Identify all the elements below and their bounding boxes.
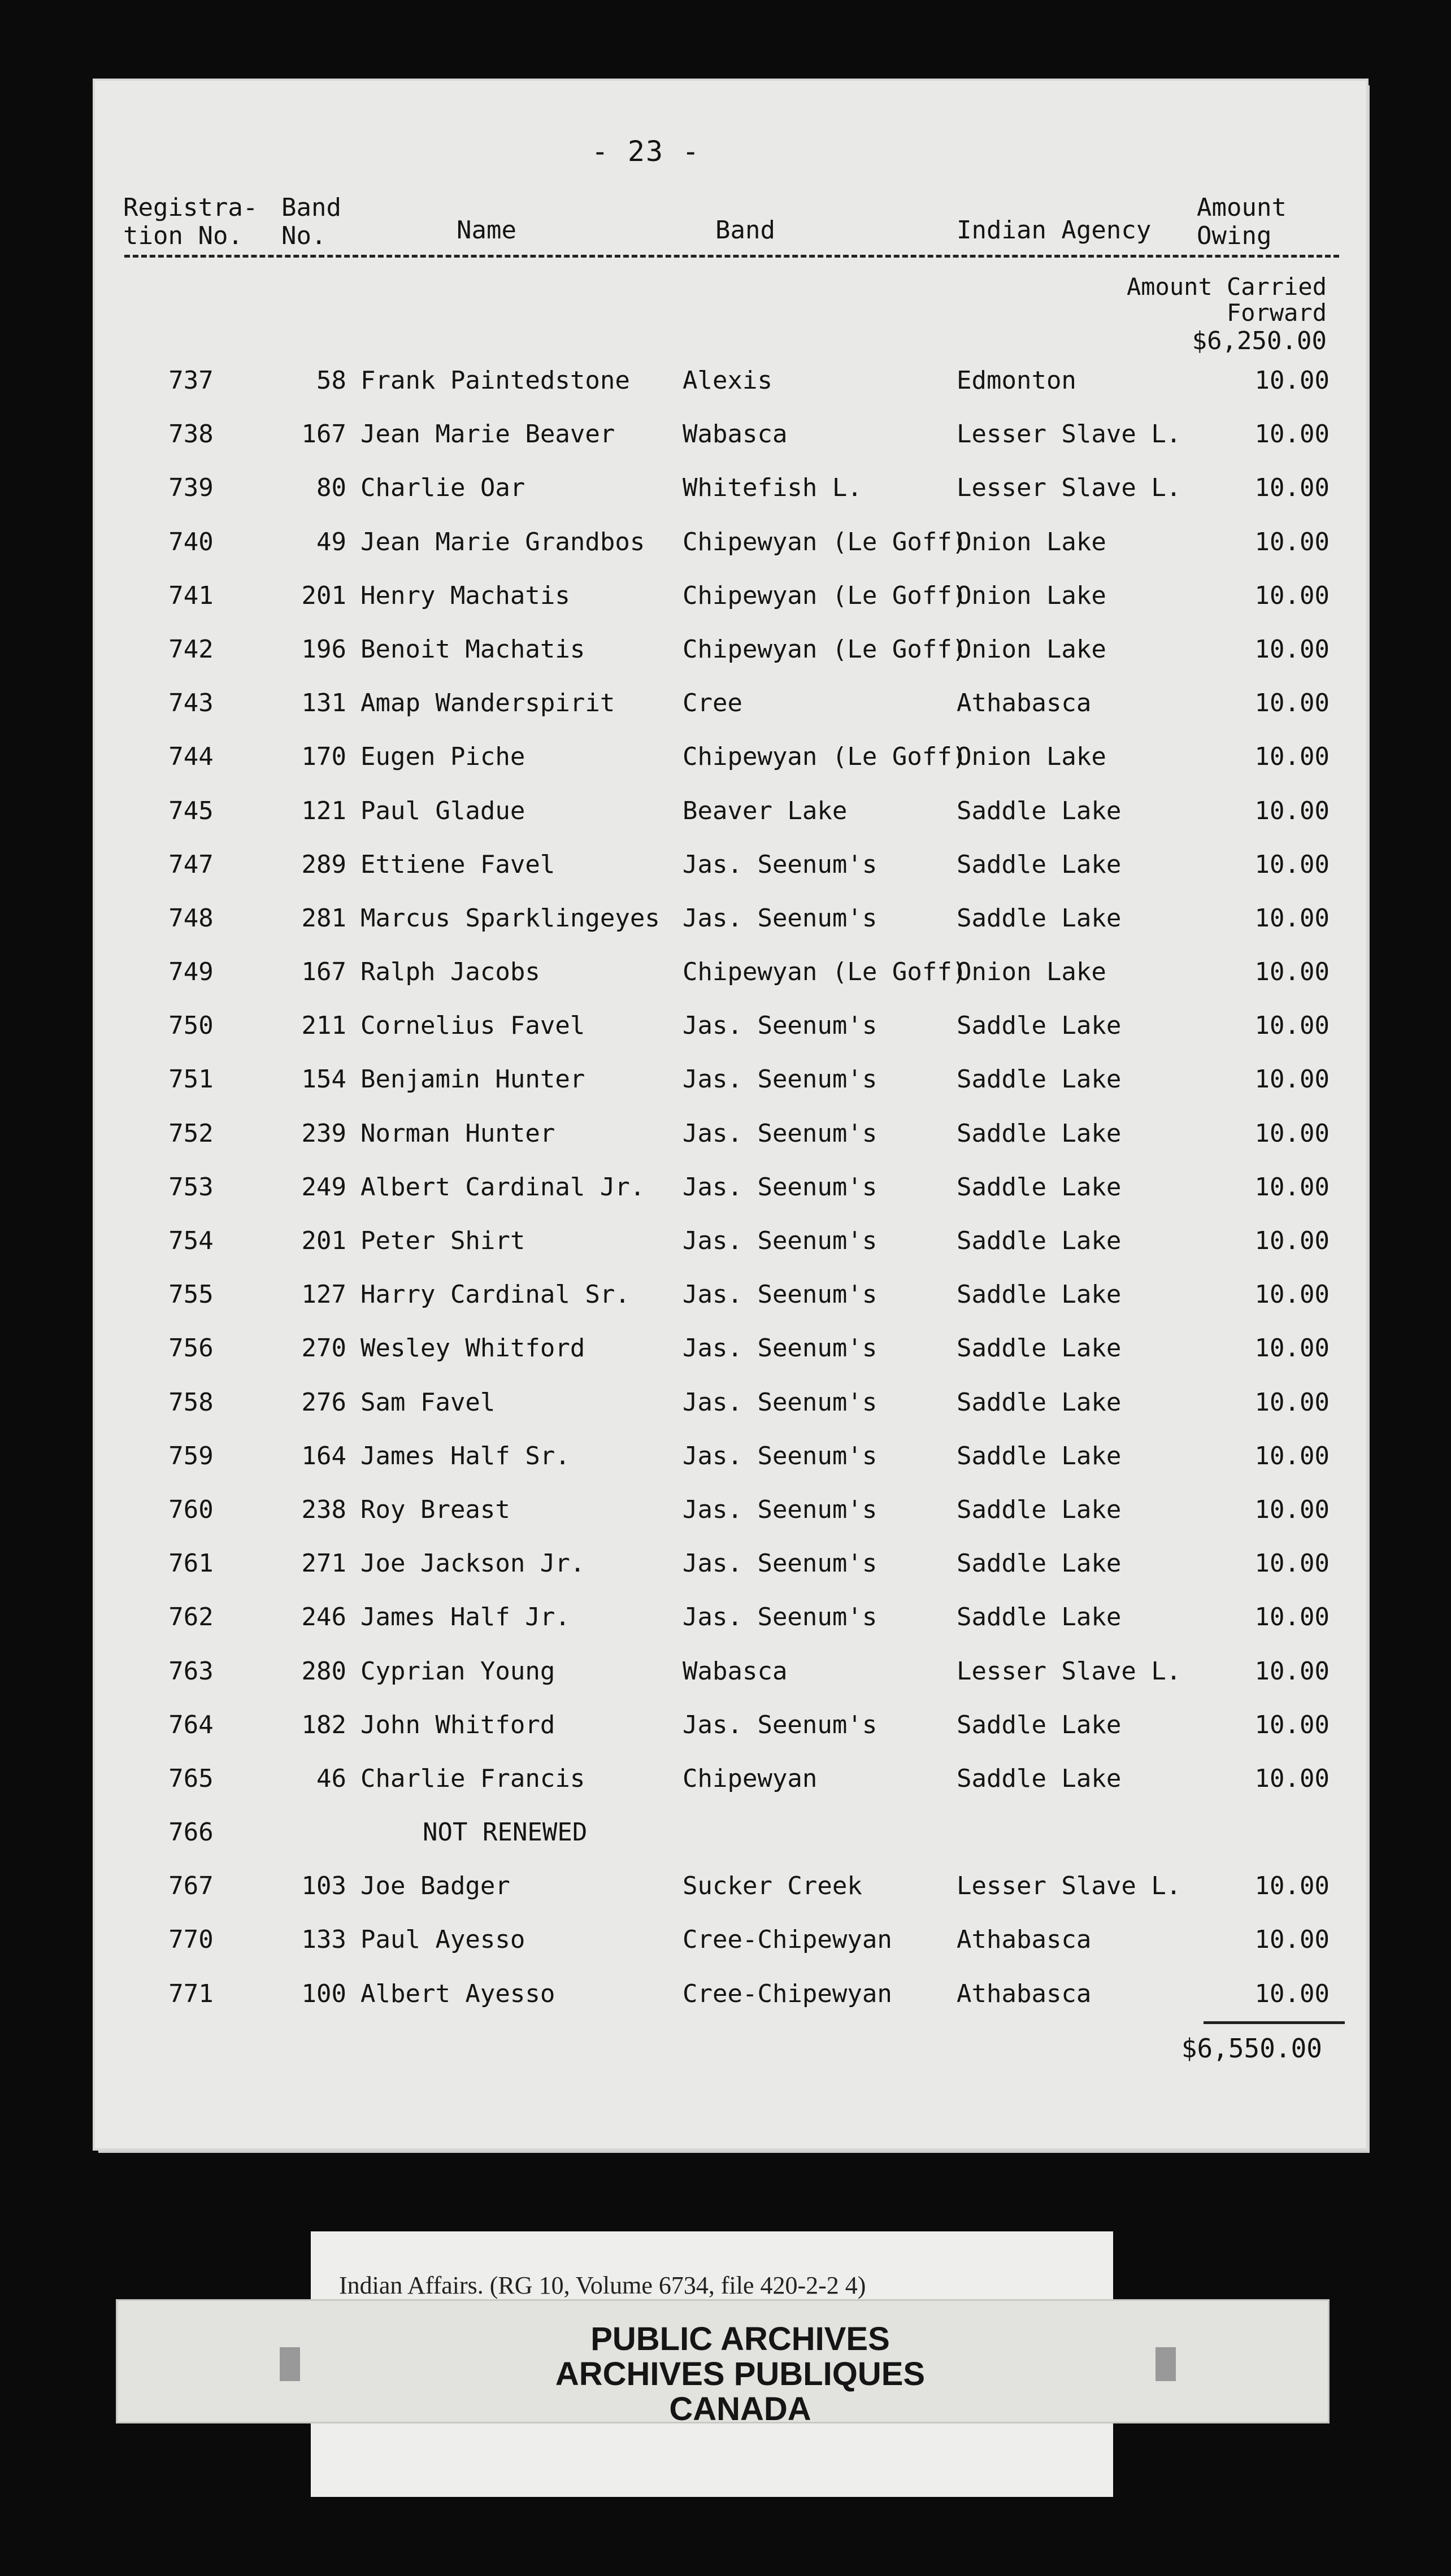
amount-owing: 10.00	[1254, 1710, 1330, 1739]
member-name: Roy Breast	[360, 1495, 510, 1524]
clip-mark-right	[1155, 2347, 1176, 2381]
amount-owing: 10.00	[1254, 850, 1330, 879]
band-name: Jas. Seenum's	[683, 1549, 877, 1578]
indian-agency: Saddle Lake	[957, 1334, 1122, 1363]
registration-no: 747	[168, 850, 214, 879]
band-no: 289	[301, 850, 346, 879]
band-name: Jas. Seenum's	[683, 903, 877, 933]
indian-agency: Lesser Slave L.	[957, 420, 1181, 449]
band-no: 281	[301, 903, 346, 933]
band-no: 211	[301, 1011, 346, 1041]
ledger-row	[95, 1226, 1366, 1280]
ledger-row	[95, 366, 1366, 420]
band-no: 154	[301, 1065, 346, 1094]
indian-agency: Saddle Lake	[957, 903, 1122, 933]
amount-owing: 10.00	[1254, 1280, 1330, 1309]
header-registration-no: Registra- tion No.	[123, 193, 258, 250]
band-name: Jas. Seenum's	[683, 1441, 877, 1470]
amount-owing: 10.00	[1254, 1011, 1330, 1041]
indian-agency: Onion Lake	[957, 634, 1106, 664]
registration-no: 762	[168, 1603, 214, 1632]
indian-agency: Onion Lake	[957, 958, 1106, 987]
indian-agency: Saddle Lake	[957, 850, 1122, 879]
amount-owing: 10.00	[1254, 1549, 1330, 1578]
header-indian-agency: Indian Agency	[957, 216, 1152, 245]
amount-owing: 10.00	[1254, 796, 1330, 825]
band-no: 164	[301, 1441, 346, 1470]
registration-no: 766	[168, 1818, 214, 1847]
registration-no: 737	[168, 366, 214, 395]
amount-owing: 10.00	[1254, 1119, 1330, 1148]
member-name: Albert Cardinal Jr.	[360, 1172, 645, 1202]
member-name: Albert Ayesso	[360, 1979, 555, 2008]
band-no: 239	[301, 1119, 346, 1148]
member-name: Charlie Francis	[360, 1764, 585, 1793]
member-name: Paul Gladue	[360, 796, 525, 825]
indian-agency: Athabasca	[957, 1925, 1092, 1955]
member-name: Sam Favel	[360, 1387, 496, 1417]
band-no: 182	[301, 1710, 346, 1739]
member-name: NOT RENEWED	[423, 1818, 588, 1847]
indian-agency: Edmonton	[957, 366, 1076, 395]
header-name: Name	[457, 216, 516, 245]
band-no: 276	[301, 1387, 346, 1417]
member-name: Ralph Jacobs	[360, 958, 540, 987]
member-name: Benjamin Hunter	[360, 1065, 585, 1094]
amount-owing: 10.00	[1254, 742, 1330, 772]
member-name: Ettiene Favel	[360, 850, 555, 879]
amount-owing: 10.00	[1254, 1495, 1330, 1524]
band-name: Cree-Chipewyan	[683, 1979, 892, 2008]
indian-agency: Saddle Lake	[957, 1280, 1122, 1309]
indian-agency: Saddle Lake	[957, 1011, 1122, 1041]
registration-no: 752	[168, 1119, 214, 1148]
ledger-row	[95, 1657, 1366, 1711]
registration-no: 743	[168, 689, 214, 718]
ledger-row	[95, 689, 1366, 742]
indian-agency: Lesser Slave L.	[957, 1656, 1181, 1686]
ledger-row	[95, 1872, 1366, 1925]
band-name: Beaver Lake	[683, 796, 848, 825]
ledger-row	[95, 1711, 1366, 1764]
header-dashed-rule	[124, 255, 1339, 258]
member-name: Henry Machatis	[360, 581, 570, 610]
header-amount-owing: Amount Owing	[1197, 193, 1287, 250]
registration-no: 761	[168, 1549, 214, 1578]
band-name: Chipewyan (Le Goff)	[683, 634, 967, 664]
registration-no: 755	[168, 1280, 214, 1309]
band-no: 167	[301, 958, 346, 987]
band-name: Whitefish L.	[683, 473, 862, 503]
stamp-line-3: CANADA	[669, 2391, 811, 2427]
band-name: Cree-Chipewyan	[683, 1925, 892, 1955]
indian-agency: Athabasca	[957, 689, 1092, 718]
indian-agency: Saddle Lake	[957, 1119, 1122, 1148]
registration-no: 745	[168, 796, 214, 825]
band-no: 270	[301, 1334, 346, 1363]
ledger-page	[95, 81, 1366, 2148]
ledger-row	[95, 420, 1366, 473]
registration-no: 770	[168, 1925, 214, 1955]
indian-agency: Lesser Slave L.	[957, 473, 1181, 503]
amount-owing: 10.00	[1254, 1656, 1330, 1686]
total-rule	[1204, 2021, 1345, 2024]
amount-owing: 10.00	[1254, 1387, 1330, 1417]
band-no: 271	[301, 1549, 346, 1578]
band-no: 167	[301, 420, 346, 449]
member-name: Benoit Machatis	[360, 634, 585, 664]
ledger-row	[95, 1549, 1366, 1603]
ledger-row	[95, 958, 1366, 1011]
member-name: Frank Paintedstone	[360, 366, 630, 395]
amount-owing: 10.00	[1254, 903, 1330, 933]
band-no: 201	[301, 581, 346, 610]
member-name: Marcus Sparklingeyes	[360, 903, 660, 933]
stamp-line-2: ARCHIVES PUBLIQUES	[555, 2356, 926, 2392]
band-name: Chipewyan (Le Goff)	[683, 742, 967, 772]
ledger-row	[95, 1173, 1366, 1226]
ledger-row	[95, 1818, 1366, 1872]
amount-owing: 10.00	[1254, 1172, 1330, 1202]
member-name: Wesley Whitford	[360, 1334, 585, 1363]
band-name: Wabasca	[683, 1656, 788, 1686]
clip-mark-left	[280, 2347, 300, 2381]
band-no: 58	[316, 366, 346, 395]
member-name: Amap Wanderspirit	[360, 689, 615, 718]
registration-no: 753	[168, 1172, 214, 1202]
ledger-row	[95, 1119, 1366, 1173]
registration-no: 739	[168, 473, 214, 503]
indian-agency: Saddle Lake	[957, 1549, 1122, 1578]
amount-owing: 10.00	[1254, 689, 1330, 718]
amount-owing: 10.00	[1254, 473, 1330, 503]
band-name: Chipewyan	[683, 1764, 818, 1793]
amount-owing: 10.00	[1254, 1226, 1330, 1255]
band-no: 131	[301, 689, 346, 718]
ledger-row	[95, 1280, 1366, 1334]
page-number: - 23 -	[591, 135, 701, 168]
band-no: 170	[301, 742, 346, 772]
member-name: Norman Hunter	[360, 1119, 555, 1148]
ledger-row	[95, 581, 1366, 635]
band-no: 201	[301, 1226, 346, 1255]
amount-owing: 10.00	[1254, 527, 1330, 556]
member-name: Jean Marie Grandbos	[360, 527, 645, 556]
ledger-row	[95, 1442, 1366, 1495]
ledger-row	[95, 1065, 1366, 1119]
total-amount: $6,550.00	[1181, 2033, 1322, 2064]
amount-owing: 10.00	[1254, 1872, 1330, 1901]
member-name: Joe Jackson Jr.	[360, 1549, 585, 1578]
band-name: Jas. Seenum's	[683, 1011, 877, 1041]
member-name: Eugen Piche	[360, 742, 525, 772]
registration-no: 740	[168, 527, 214, 556]
header-band: Band	[715, 216, 775, 245]
band-no: 103	[301, 1872, 346, 1901]
registration-no: 748	[168, 903, 214, 933]
band-no: 249	[301, 1172, 346, 1202]
ledger-row	[95, 1979, 1366, 2033]
indian-agency: Saddle Lake	[957, 1764, 1122, 1793]
indian-agency: Onion Lake	[957, 581, 1106, 610]
band-no: 280	[301, 1656, 346, 1686]
amount-owing: 10.00	[1254, 1925, 1330, 1955]
member-name: James Half Jr.	[360, 1603, 570, 1632]
ledger-row	[95, 1603, 1366, 1656]
amount-owing: 10.00	[1254, 1764, 1330, 1793]
band-no: 196	[301, 634, 346, 664]
band-name: Jas. Seenum's	[683, 1710, 877, 1739]
carried-forward-label: Amount Carried Forward	[1126, 273, 1327, 327]
ledger-row	[95, 904, 1366, 958]
member-name: Harry Cardinal Sr.	[360, 1280, 630, 1309]
registration-no: 767	[168, 1872, 214, 1901]
amount-owing: 10.00	[1254, 581, 1330, 610]
indian-agency: Saddle Lake	[957, 1387, 1122, 1417]
amount-owing: 10.00	[1254, 1334, 1330, 1363]
band-no: 121	[301, 796, 346, 825]
amount-owing: 10.00	[1254, 1065, 1330, 1094]
amount-owing: 10.00	[1254, 634, 1330, 664]
band-no: 127	[301, 1280, 346, 1309]
band-name: Cree	[683, 689, 742, 718]
indian-agency: Saddle Lake	[957, 1172, 1122, 1202]
member-name: Peter Shirt	[360, 1226, 525, 1255]
registration-no: 759	[168, 1441, 214, 1470]
band-no: 133	[301, 1925, 346, 1955]
member-name: Jean Marie Beaver	[360, 420, 615, 449]
ledger-row	[95, 1925, 1366, 1979]
registration-no: 749	[168, 958, 214, 987]
amount-owing: 10.00	[1254, 1441, 1330, 1470]
indian-agency: Lesser Slave L.	[957, 1872, 1181, 1901]
ledger-row	[95, 1495, 1366, 1549]
ledger-row	[95, 635, 1366, 689]
ledger-row	[95, 528, 1366, 581]
indian-agency: Saddle Lake	[957, 1441, 1122, 1470]
ledger-row	[95, 797, 1366, 850]
member-name: Paul Ayesso	[360, 1925, 525, 1955]
band-name: Chipewyan (Le Goff)	[683, 958, 967, 987]
registration-no: 756	[168, 1334, 214, 1363]
band-name: Sucker Creek	[683, 1872, 862, 1901]
band-name: Jas. Seenum's	[683, 1334, 877, 1363]
ledger-row	[95, 1764, 1366, 1818]
band-no: 46	[316, 1764, 346, 1793]
registration-no: 754	[168, 1226, 214, 1255]
registration-no: 763	[168, 1656, 214, 1686]
band-name: Wabasca	[683, 420, 788, 449]
indian-agency: Saddle Lake	[957, 1226, 1122, 1255]
amount-owing: 10.00	[1254, 1603, 1330, 1632]
ledger-row	[95, 850, 1366, 904]
indian-agency: Saddle Lake	[957, 1710, 1122, 1739]
registration-no: 771	[168, 1979, 214, 2008]
registration-no: 751	[168, 1065, 214, 1094]
indian-agency: Athabasca	[957, 1979, 1092, 2008]
registration-no: 742	[168, 634, 214, 664]
registration-no: 760	[168, 1495, 214, 1524]
indian-agency: Onion Lake	[957, 742, 1106, 772]
band-no: 238	[301, 1495, 346, 1524]
amount-owing: 10.00	[1254, 1979, 1330, 2008]
indian-agency: Saddle Lake	[957, 1065, 1122, 1094]
header-band-no: Band No.	[281, 193, 341, 250]
band-name: Jas. Seenum's	[683, 850, 877, 879]
ledger-row	[95, 1011, 1366, 1065]
registration-no: 750	[168, 1011, 214, 1041]
carried-forward	[1127, 274, 1327, 354]
amount-owing: 10.00	[1254, 958, 1330, 987]
band-name: Jas. Seenum's	[683, 1280, 877, 1309]
band-name: Jas. Seenum's	[683, 1119, 877, 1148]
band-no: 49	[316, 527, 346, 556]
registration-no: 758	[168, 1387, 214, 1417]
band-name: Chipewyan (Le Goff)	[683, 527, 967, 556]
registration-no: 744	[168, 742, 214, 772]
band-no: 80	[316, 473, 346, 503]
band-name: Jas. Seenum's	[683, 1065, 877, 1094]
band-name: Jas. Seenum's	[683, 1495, 877, 1524]
band-no: 100	[301, 1979, 346, 2008]
amount-owing: 10.00	[1254, 420, 1330, 449]
member-name: Charlie Oar	[360, 473, 525, 503]
stamp-line-1: PUBLIC ARCHIVES	[590, 2321, 890, 2357]
ledger-row	[95, 742, 1366, 796]
band-name: Jas. Seenum's	[683, 1603, 877, 1632]
ledger-row	[95, 473, 1366, 527]
registration-no: 741	[168, 581, 214, 610]
ledger-rows	[95, 366, 1366, 2033]
amount-owing: 10.00	[1254, 366, 1330, 395]
indian-agency: Saddle Lake	[957, 796, 1122, 825]
band-name: Chipewyan (Le Goff)	[683, 581, 967, 610]
band-name: Alexis	[683, 366, 772, 395]
indian-agency: Saddle Lake	[957, 1603, 1122, 1632]
registration-no: 738	[168, 420, 214, 449]
indian-agency: Onion Lake	[957, 527, 1106, 556]
member-name: Cornelius Favel	[360, 1011, 585, 1041]
carried-forward-amount: $6,250.00	[1192, 327, 1327, 355]
member-name: John Whitford	[360, 1710, 555, 1739]
registration-no: 765	[168, 1764, 214, 1793]
archive-reference: Indian Affairs. (RG 10, Volume 6734, file 420-2-2 4)	[339, 2272, 866, 2299]
band-name: Jas. Seenum's	[683, 1226, 877, 1255]
band-name: Jas. Seenum's	[683, 1387, 877, 1417]
registration-no: 764	[168, 1710, 214, 1739]
member-name: James Half Sr.	[360, 1441, 570, 1470]
member-name: Cyprian Young	[360, 1656, 555, 1686]
band-name: Jas. Seenum's	[683, 1172, 877, 1202]
ledger-row	[95, 1334, 1366, 1387]
member-name: Joe Badger	[360, 1872, 510, 1901]
ledger-row	[95, 1388, 1366, 1442]
indian-agency: Saddle Lake	[957, 1495, 1122, 1524]
band-no: 246	[301, 1603, 346, 1632]
archive-stamp	[418, 2322, 1062, 2427]
